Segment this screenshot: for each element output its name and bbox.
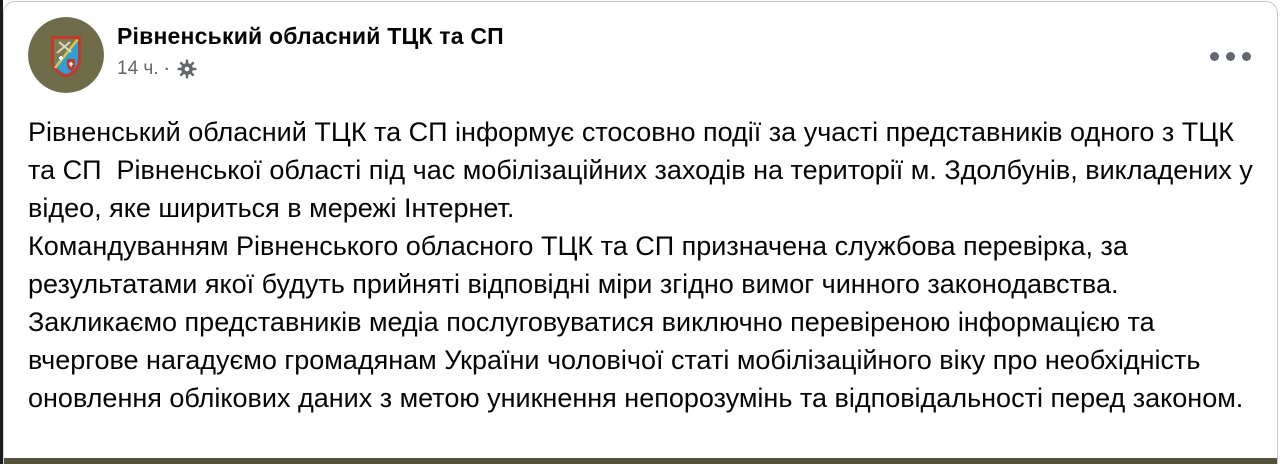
post-meta <box>117 58 504 80</box>
post-body <box>4 113 1277 417</box>
ellipsis-icon <box>1226 52 1235 61</box>
meta-separator: · <box>164 60 170 78</box>
attachment-image-edge[interactable] <box>4 458 1277 464</box>
more-options-button[interactable] <box>1208 46 1253 67</box>
post-paragraph: Рівненський обласний ТЦК та СП інформує стосовно події за участі представників одного з ТЦК та СП Рівненської області під час мобілізаційних заходів на території м. Здолбунів, викладених у відео, яке шириться в мережі Інтернет. <box>28 117 1261 223</box>
post-paragraph: Закликаємо представників медіа послуговуватися виключно перевіреною інформацією та вчергове нагадуємо громадянам України чоловічої статі мобілізаційного віку про необхідність оновлення облікових даних з метою уникнення непорозумінь та відповідальності перед законом. <box>28 307 1244 413</box>
military-shield-emblem-icon <box>28 17 104 93</box>
post-header <box>4 2 1277 93</box>
post-header-text <box>117 17 504 80</box>
post-paragraph: Командуванням Рівненського обласного ТЦК та СП призначена службова перевірка, за результатами якої будуть прийняті відповідні міри згідно вимог чинного законодавства. <box>28 231 1136 299</box>
gear-icon <box>176 58 198 80</box>
ellipsis-icon <box>1242 52 1251 61</box>
post-card <box>3 1 1278 464</box>
post-timestamp[interactable]: 14 ч. <box>117 58 159 79</box>
ellipsis-icon <box>1210 52 1219 61</box>
page-name-link[interactable]: Рівненський обласний ТЦК та СП <box>117 23 504 49</box>
page-avatar[interactable] <box>28 17 104 93</box>
